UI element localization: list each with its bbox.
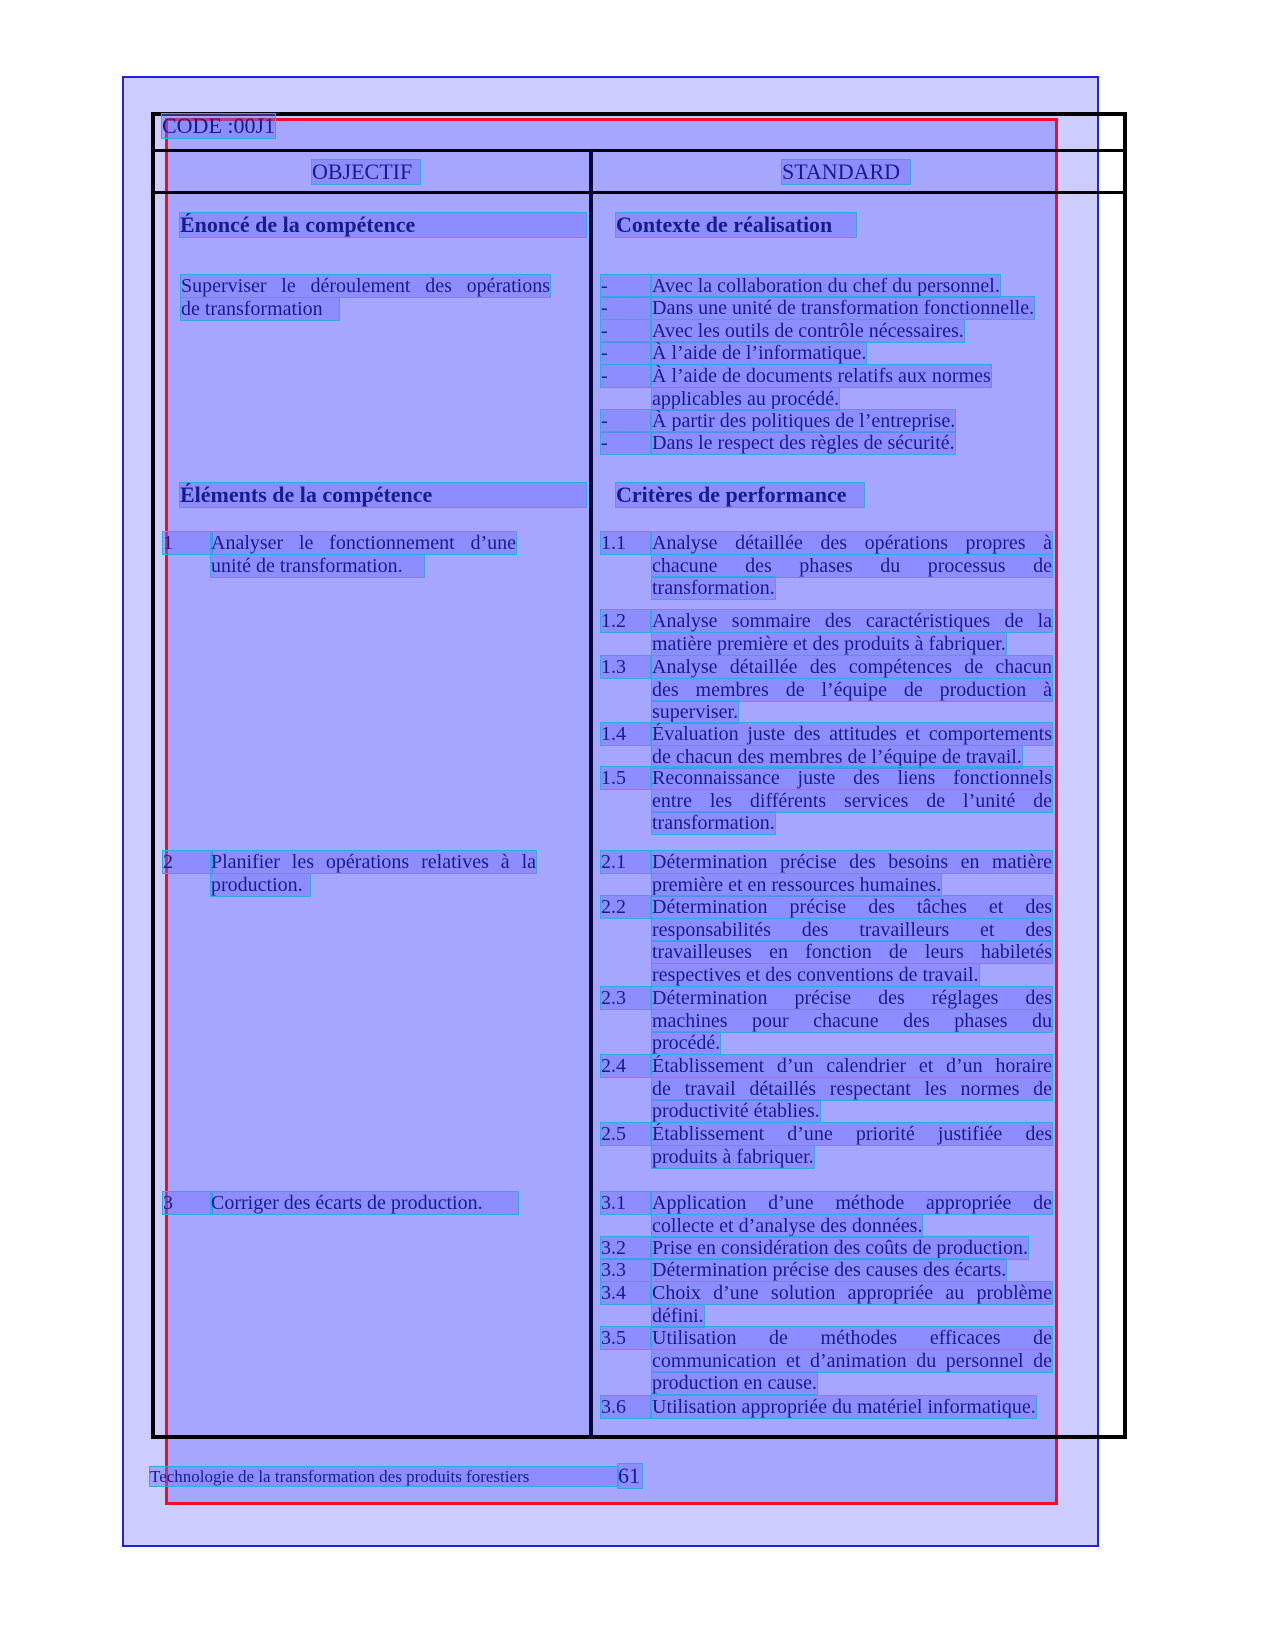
table-divider-header <box>151 191 1127 194</box>
element-text: Planifier les opérations relatives à la <box>211 851 536 873</box>
critere-text: Analyse détaillée des opérations propres à <box>652 532 1052 554</box>
contexte-item-text: Avec la collaboration du chef du personnel. <box>652 275 1000 297</box>
contexte-bullet: - <box>601 365 650 387</box>
critere-text: procédé. <box>652 1032 721 1055</box>
enonce-title: Énoncé de la compétence <box>180 213 586 237</box>
critere-text: produits à fabriquer. <box>652 1145 814 1168</box>
critere-text: défini. <box>652 1304 704 1327</box>
critere-number: 2.3 <box>601 987 650 1009</box>
contexte-item-text: À l’aide de l’informatique. <box>652 342 867 364</box>
critere-text: Analyse sommaire des caractéristiques de la <box>652 610 1052 632</box>
critere-text: Établissement d’un calendrier et d’un horaire <box>652 1055 1052 1077</box>
contexte-item-text: À partir des politiques de l’entreprise. <box>652 410 956 432</box>
critere-text: Détermination précise des besoins en matière <box>652 851 1052 873</box>
critere-text: de travail détaillés respectant les normes de <box>652 1077 1052 1100</box>
critere-text: responsabilités des travailleurs et des <box>652 918 1052 941</box>
contexte-bullet: - <box>601 275 650 297</box>
criteres-title: Critères de performance <box>616 483 864 507</box>
contexte-item-text: applicables au procédé. <box>652 387 840 410</box>
critere-text: des membres de l’équipe de production à <box>652 678 1052 701</box>
critere-text: Application d’une méthode appropriée de <box>652 1192 1052 1214</box>
critere-text: Choix d’une solution appropriée au problème <box>652 1282 1052 1304</box>
contexte-item-text: Avec les outils de contrôle nécessaires. <box>652 320 964 342</box>
critere-number: 3.2 <box>601 1237 650 1259</box>
code-label: CODE :00J1 <box>162 113 276 138</box>
critere-text: matière première et des produits à fabriquer. <box>652 632 1006 655</box>
critere-number: 1.3 <box>601 656 650 678</box>
critere-text: transformation. <box>652 812 775 835</box>
elements-title: Éléments de la compétence <box>180 483 586 507</box>
critere-number: 1.2 <box>601 610 650 632</box>
contexte-item-text: À l’aide de documents relatifs aux normes <box>652 365 991 387</box>
contexte-item-text: Dans le respect des règles de sécurité. <box>652 432 955 454</box>
critere-number: 3.5 <box>601 1327 650 1349</box>
critere-number: 3.4 <box>601 1282 650 1304</box>
critere-number: 1.1 <box>601 532 650 554</box>
critere-number: 3.6 <box>601 1396 650 1418</box>
table-column-divider <box>589 150 593 1439</box>
critere-text: respectives et des conventions de travail. <box>652 963 979 986</box>
enonce-line: de transformation <box>181 298 339 320</box>
critere-number: 2.1 <box>601 851 650 873</box>
page-number: 61 <box>618 1463 640 1488</box>
critere-number: 3.3 <box>601 1259 650 1281</box>
critere-text: travailleuses en fonction de leurs habiletés <box>652 941 1052 964</box>
critere-text: Évaluation juste des attitudes et comportements <box>652 723 1052 745</box>
contexte-title: Contexte de réalisation <box>616 213 856 237</box>
table-divider-code <box>151 149 1127 152</box>
element-number: 3 <box>163 1192 212 1214</box>
critere-text: première et en ressources humaines. <box>652 873 942 896</box>
critere-number: 3.1 <box>601 1192 650 1214</box>
contexte-item-text: Dans une unité de transformation fonctionnelle. <box>652 297 1035 319</box>
critere-text: chacune des phases du processus de <box>652 554 1052 577</box>
element-number: 1 <box>163 532 212 554</box>
contexte-bullet: - <box>601 320 650 342</box>
enonce-line: Superviser le déroulement des opérations <box>181 275 550 297</box>
critere-text: Analyse détaillée des compétences de chacun <box>652 656 1052 678</box>
critere-text: Établissement d’une priorité justifiée des <box>652 1123 1052 1145</box>
critere-text: de chacun des membres de l’équipe de travail. <box>652 745 1022 768</box>
header-standard: STANDARD <box>782 160 910 184</box>
critere-number: 1.5 <box>601 767 650 789</box>
element-number: 2 <box>163 851 212 873</box>
critere-text: Utilisation appropriée du matériel informatique. <box>652 1396 1036 1418</box>
critere-number: 2.5 <box>601 1123 650 1145</box>
critere-text: Détermination précise des tâches et des <box>652 896 1052 918</box>
critere-text: communication et d’animation du personnel de <box>652 1349 1052 1372</box>
critere-text: Détermination précise des causes des écarts. <box>652 1259 1007 1281</box>
footer-title: Technologie de la transformation des produits forestiers <box>150 1467 618 1486</box>
element-text: unité de transformation. <box>211 555 424 577</box>
critere-text: production en cause. <box>652 1372 817 1395</box>
critere-text: productivité établies. <box>652 1100 820 1123</box>
critere-number: 1.4 <box>601 723 650 745</box>
element-text: production. <box>211 874 310 896</box>
contexte-bullet: - <box>601 432 650 454</box>
contexte-bullet: - <box>601 297 650 319</box>
contexte-bullet: - <box>601 410 650 432</box>
critere-text: transformation. <box>652 577 775 600</box>
element-text: Analyser le fonctionnement d’une <box>211 532 516 554</box>
critere-text: Détermination précise des réglages des <box>652 987 1052 1009</box>
header-objectif: OBJECTIF <box>312 160 420 184</box>
critere-text: collecte et d’analyse des données. <box>652 1214 923 1237</box>
element-text: Corriger des écarts de production. <box>211 1192 518 1214</box>
critere-text: Prise en considération des coûts de production. <box>652 1237 1029 1259</box>
critere-text: Utilisation de méthodes efficaces de <box>652 1327 1052 1349</box>
critere-number: 2.4 <box>601 1055 650 1077</box>
critere-text: superviser. <box>652 701 739 724</box>
critere-text: entre les différents services de l’unité de <box>652 789 1052 812</box>
contexte-bullet: - <box>601 342 650 364</box>
critere-text: Reconnaissance juste des liens fonctionnels <box>652 767 1052 789</box>
critere-number: 2.2 <box>601 896 650 918</box>
critere-text: machines pour chacune des phases du <box>652 1009 1052 1032</box>
